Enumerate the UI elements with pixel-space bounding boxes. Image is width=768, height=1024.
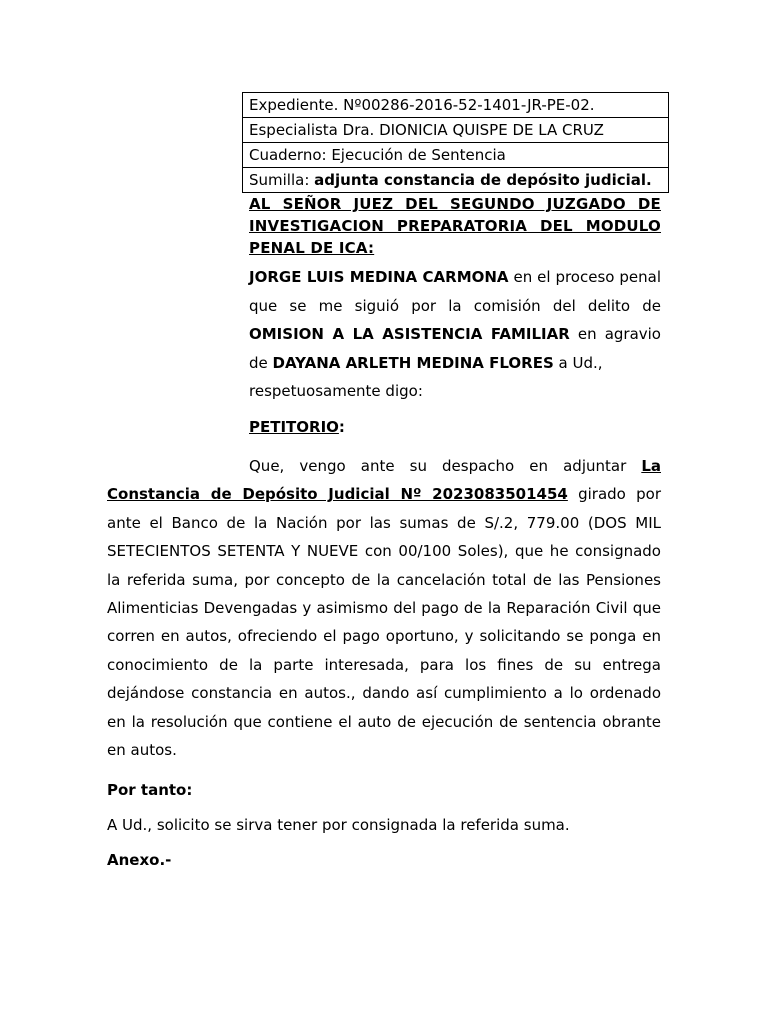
sumilla-row bbox=[243, 168, 669, 193]
especialista-row bbox=[243, 118, 669, 143]
petitioner-name: JORGE LUIS MEDINA CARMONA bbox=[249, 268, 509, 286]
intro-text-1: en el proceso penal que se me siguió por la comisión del delito de bbox=[249, 268, 661, 315]
intro-closing: respetuosamente digo: bbox=[249, 382, 423, 400]
intro-paragraph bbox=[249, 263, 661, 406]
case-header-table bbox=[242, 92, 669, 193]
addressee-heading bbox=[249, 193, 661, 259]
addressee-colon: : bbox=[367, 239, 375, 257]
sumilla-label: Sumilla: bbox=[249, 171, 315, 189]
sumilla-value: adjunta constancia de depósito judicial. bbox=[314, 171, 652, 189]
intro-text-2: en agravio de bbox=[249, 325, 661, 372]
body-text-2: girado por ante el Banco de la Nación por las sumas de S/.2, 779.00 (DOS MIL SETECIENTOS SETENTA Y NUEVE con 00/100 Soles), que he consignado la referida suma, por concepto de la cancelación total de las Pensiones Alimenticias Devengadas y asimismo del pago de la Reparación Civil que corren en autos, ofreciendo el pago oportuno, y solicitando se ponga en conocimiento de la parte interesada, para los fines de su entrega dejándose constancia en autos., dando así cumplimiento a lo ordenado en la resolución que contiene el auto de ejecución de sentencia obrante en autos. bbox=[107, 485, 661, 760]
constancia-reference: La Constancia de Depósito Judicial Nº 2023083501454 bbox=[107, 457, 661, 504]
por-tanto-heading: Por tanto: bbox=[107, 781, 193, 799]
especialista-cell: Especialista Dra. DIONICIA QUISPE DE LA CRUZ bbox=[243, 118, 669, 143]
addressee-text: AL SEÑOR JUEZ DEL SEGUNDO JUZGADO DE INVESTIGACION PREPARATORIA DEL MODULO PENAL DE ICA bbox=[249, 195, 661, 257]
solicito-text: A Ud., solicito se sirva tener por consignada la referida suma. bbox=[107, 816, 570, 834]
expediente-cell: Expediente. Nº00286-2016-52-1401-JR-PE-02. bbox=[243, 93, 669, 118]
petition-body bbox=[107, 452, 661, 764]
petitorio-label: PETITORIO bbox=[249, 418, 339, 436]
petitorio-heading bbox=[249, 418, 345, 436]
petitorio-colon: : bbox=[338, 418, 345, 436]
body-text-1: Que, vengo ante su despacho en adjuntar bbox=[249, 457, 642, 475]
anexo-heading: Anexo.- bbox=[107, 851, 172, 869]
cuaderno-row bbox=[243, 143, 669, 168]
cuaderno-cell: Cuaderno: Ejecución de Sentencia bbox=[243, 143, 669, 168]
expediente-row bbox=[243, 93, 669, 118]
intro-text-3: a Ud., bbox=[553, 353, 603, 372]
sumilla-cell bbox=[243, 168, 669, 193]
crime-name: OMISION A LA ASISTENCIA FAMILIAR bbox=[249, 325, 570, 343]
victim-name: DAYANA ARLETH MEDINA FLORES bbox=[272, 353, 554, 372]
